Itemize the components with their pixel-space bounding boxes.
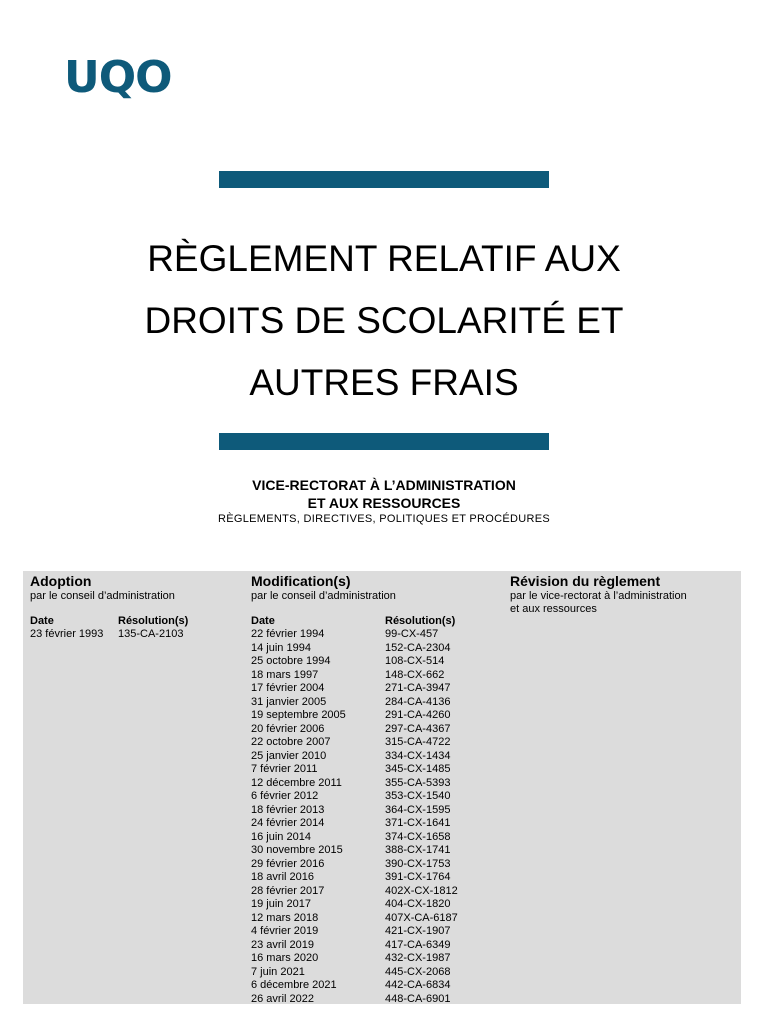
modifications-resolution-list [385, 628, 458, 1006]
modification-date: 26 avril 2022 [251, 992, 314, 1005]
modification-date: 7 juin 2021 [251, 965, 305, 978]
modification-date: 7 février 2011 [251, 763, 318, 775]
revision-heading: Révision du règlement [510, 573, 661, 589]
modification-resolution: 404-CX-1820 [385, 898, 451, 910]
modification-date: 25 janvier 2010 [251, 749, 327, 762]
modifications-resolution-header: Résolution(s) [385, 615, 456, 627]
modification-resolution: 353-CX-1540 [385, 790, 451, 802]
title-line-3: AUTRES FRAIS [249, 362, 519, 403]
revision-subheading-line-2: et aux ressources [510, 603, 597, 615]
revision-subheading-line-1: par le vice-rectorat à l’administration [510, 590, 687, 602]
modification-date: 30 novembre 2015 [251, 844, 343, 856]
modification-resolution: 417-CA-6349 [385, 938, 451, 951]
modification-date: 18 février 2013 [251, 803, 325, 816]
modification-date: 28 février 2017 [251, 884, 325, 897]
modification-date: 17 février 2004 [251, 682, 325, 694]
adoption-resolution-header: Résolution(s) [118, 615, 189, 627]
modifications-column [251, 571, 396, 603]
modification-resolution: 355-CA-5393 [385, 776, 451, 789]
bottom-divider-bar [219, 433, 549, 450]
modification-resolution: 291-CA-4260 [385, 709, 451, 721]
modification-resolution: 445-CX-2068 [385, 965, 451, 978]
document-title [0, 228, 768, 414]
modification-date: 19 septembre 2005 [251, 709, 346, 721]
modification-date: 6 février 2012 [251, 790, 319, 802]
modification-resolution: 390-CX-1753 [385, 857, 451, 870]
modifications-subheading: par le conseil d’administration [251, 590, 396, 602]
modification-resolution: 108-CX-514 [385, 655, 445, 667]
modification-date: 29 février 2016 [251, 857, 325, 870]
modification-date: 12 mars 2018 [251, 911, 319, 924]
department-name [0, 476, 768, 512]
modification-resolution: 297-CA-4367 [385, 722, 451, 735]
modifications-date-header: Date [251, 615, 275, 627]
modification-date: 12 décembre 2011 [251, 776, 342, 789]
modification-resolution: 315-CA-4722 [385, 736, 451, 748]
modification-resolution: 407X-CA-6187 [385, 911, 458, 924]
modification-date: 4 février 2019 [251, 925, 319, 937]
modifications-date-list [251, 628, 346, 1006]
modification-resolution: 388-CX-1741 [385, 844, 451, 856]
adoption-date: 23 février 1993 [30, 628, 104, 640]
modification-date: 20 février 2006 [251, 722, 325, 735]
uqo-logo: UQO [64, 52, 172, 103]
modification-resolution: 334-CX-1434 [385, 749, 451, 762]
modification-resolution: 99-CX-457 [385, 628, 439, 640]
modification-resolution: 432-CX-1987 [385, 952, 451, 964]
modification-date: 6 décembre 2021 [251, 979, 337, 991]
adoption-resolution: 135-CA-2103 [118, 628, 184, 640]
modification-date: 19 juin 2017 [251, 898, 311, 910]
modification-resolution: 374-CX-1658 [385, 830, 451, 843]
modification-date: 23 avril 2019 [251, 938, 314, 951]
modification-date: 14 juin 1994 [251, 641, 311, 654]
modification-date: 16 juin 2014 [251, 830, 311, 843]
modification-resolution: 421-CX-1907 [385, 925, 451, 937]
modification-date: 31 janvier 2005 [251, 695, 327, 708]
department-line-1: VICE-RECTORAT À L’ADMINISTRATION [252, 477, 516, 493]
adoption-date-header: Date [30, 615, 54, 627]
modification-resolution: 371-CX-1641 [385, 817, 451, 829]
modifications-heading: Modification(s) [251, 573, 351, 589]
modification-resolution: 284-CA-4136 [385, 695, 451, 708]
modification-date: 22 octobre 2007 [251, 736, 331, 748]
adoption-column [30, 571, 175, 603]
modification-date: 16 mars 2020 [251, 952, 319, 964]
document-category: RÈGLEMENTS, DIRECTIVES, POLITIQUES ET PROCÉDURES [217, 513, 551, 525]
modification-date: 22 février 1994 [251, 628, 325, 640]
modification-date: 18 avril 2016 [251, 871, 314, 883]
top-divider-bar [219, 171, 549, 188]
modification-resolution: 271-CA-3947 [385, 682, 451, 694]
history-panel [23, 571, 741, 1004]
modification-resolution: 364-CX-1595 [385, 803, 451, 816]
adoption-subheading: par le conseil d’administration [30, 590, 175, 602]
modification-resolution: 402X-CX-1812 [385, 884, 458, 897]
department-line-2: ET AUX RESSOURCES [307, 495, 461, 511]
modification-resolution: 152-CA-2304 [385, 641, 451, 654]
modification-resolution: 442-CA-6834 [385, 979, 451, 991]
title-line-2: DROITS DE SCOLARITÉ ET [144, 300, 624, 341]
modification-resolution: 148-CX-662 [385, 668, 445, 681]
modification-resolution: 391-CX-1764 [385, 871, 451, 883]
modification-resolution: 345-CX-1485 [385, 763, 451, 775]
modification-date: 24 février 2014 [251, 817, 325, 829]
modification-date: 25 octobre 1994 [251, 655, 331, 667]
modification-date: 18 mars 1997 [251, 668, 319, 681]
revision-column [510, 571, 687, 616]
modification-resolution: 448-CA-6901 [385, 992, 451, 1005]
adoption-heading: Adoption [30, 573, 92, 589]
title-line-1: RÈGLEMENT RELATIF AUX [147, 238, 621, 279]
